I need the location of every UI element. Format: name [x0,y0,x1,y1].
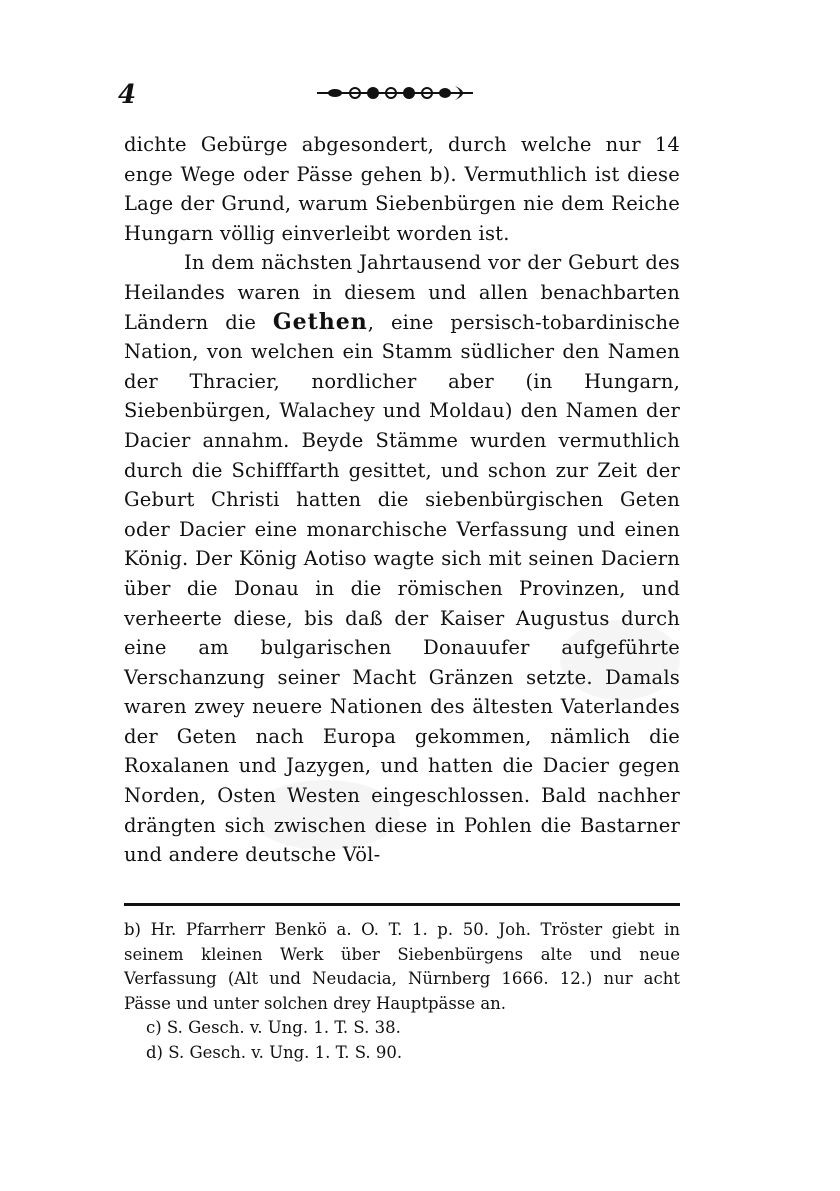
paragraph-text: In dem nächsten Jahrtausend vor der Geburt des Heilandes waren in diesem und allen benachbarten Ländern die [124,251,680,334]
footnote-c: c) S. Gesch. v. Ung. 1. T. S. 38. [146,1018,401,1037]
footnote-d: d) S. Gesch. v. Ung. 1. T. S. 90. [146,1042,403,1062]
paragraph-text: , eine persisch-tobardinische Nation, von welchen ein Stamm südlicher den Namen der Thracier, nordlicher aber (in Hungarn, Siebenbürgen, Walachey und Moldau) den Namen der Dacier annahm. Beyde Stämme wurden vermuthlich durch die Schifffarth gesittet, und schon zur Zeit der Geburt Christi hatten die siebenbürgischen Geten oder Dacier eine monarchische Verfassung und einen König. Der König Aotiso wagte sich mit seinen Daciern über die Donau in die römischen Provinzen, und verheerte diese, bis daß der Kaiser Augustus durch eine am bulgarischen Donauufer aufgeführte Verschanzung seiner Macht Gränzen setzte. Damals waren zwey neuere Nationen des ältesten Vaterlandes der Geten nach Europa gekommen, nämlich die Roxalanen und Jazygen, und hatten die Dacier gegen Norden, Osten Westen eingeschlossen. Bald nachher drängten sich zwischen diese in Pohlen die Bastarner und andere deutsche Völ- [124,310,680,867]
emphasized-word: Gethen [272,308,368,335]
footnotes [124,918,680,1065]
paragraph: dichte Gebürge abgesondert, durch welche nur 14 enge Wege oder Pässe gehen b). Vermuthlich ist diese Lage der Grund, warum Siebenbürgen nie dem Reiche Hungarn völlig einverleibt worden ist. [124,133,680,245]
main-text [124,130,680,870]
footnote-b: b) Hr. Pfarrherr Benkö a. O. T. 1. p. 50. Joh. Tröster giebt in seinem kleinen Werk über Siebenbürgens alte und neue Verfassung (Alt und Neudacia, Nürnberg 1666. 12.) nur acht Pässe und unter solchen drey Hauptpässe an. [124,920,680,1013]
footnote-divider [124,903,680,906]
decorative-ornament-icon [315,82,475,104]
page-number: 4 [118,80,137,110]
paragraph [124,248,680,869]
